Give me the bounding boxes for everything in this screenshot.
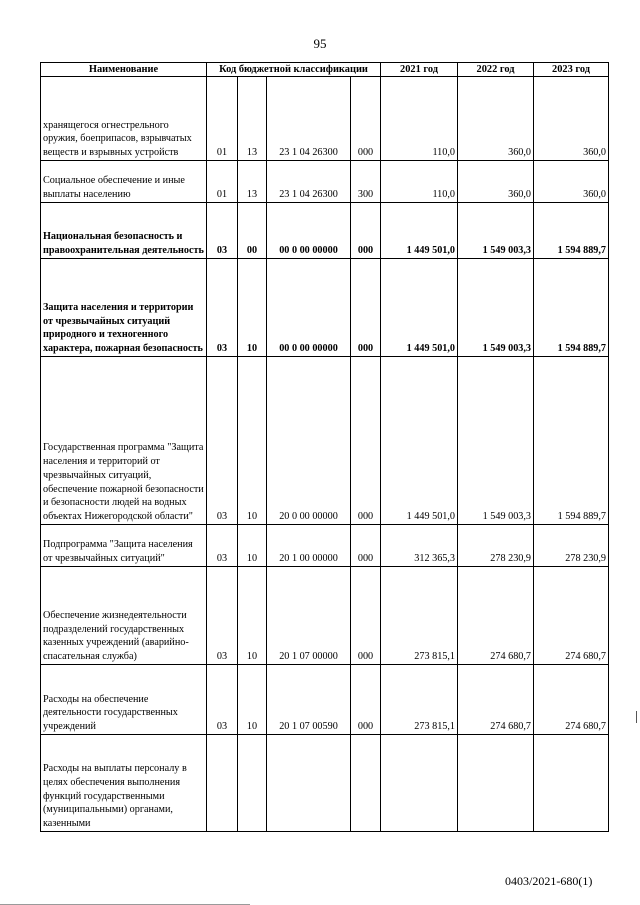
code-subsection: [238, 735, 267, 832]
value-2021: 273 815,1: [381, 665, 458, 735]
page-number: 95: [313, 36, 327, 51]
code-section: [207, 735, 238, 832]
value-2023: 1 594 889,7: [534, 357, 609, 525]
table-header-row: [41, 63, 609, 77]
header-code: Код бюджетной классификации: [207, 63, 381, 77]
code-section: 03: [207, 525, 238, 567]
document-number: 0403/2021-680(1): [505, 874, 593, 888]
code-target: [267, 735, 351, 832]
row-name: хранящегося огнестрельного оружия, боеприпасов, взрывчатых веществ и взрывных устройств: [41, 77, 207, 161]
row-name: Подпрограмма "Защита населения от чрезвычайных ситуаций": [41, 525, 207, 567]
value-2021: 110,0: [381, 161, 458, 203]
code-section: 01: [207, 161, 238, 203]
value-2022: 274 680,7: [458, 567, 534, 665]
value-2022: 1 549 003,3: [458, 357, 534, 525]
code-subsection: 10: [238, 567, 267, 665]
code-subsection: 10: [238, 525, 267, 567]
code-subsection: 13: [238, 77, 267, 161]
table-row: [41, 735, 609, 832]
code-target: 20 1 07 00000: [267, 567, 351, 665]
table-body: [41, 77, 609, 832]
value-2021: 110,0: [381, 77, 458, 161]
value-2021: [381, 735, 458, 832]
code-expense-type: 300: [351, 161, 381, 203]
table-row: [41, 77, 609, 161]
value-2021: 1 449 501,0: [381, 357, 458, 525]
value-2021: 273 815,1: [381, 567, 458, 665]
row-name: Государственная программа "Защита населения и территорий от чрезвычайных ситуаций, обеспечение пожарной безопасности и безопасности людей на водных объектах Нижегородской области": [41, 357, 207, 525]
code-target: 20 0 00 00000: [267, 357, 351, 525]
value-2022: 360,0: [458, 161, 534, 203]
value-2023: 274 680,7: [534, 665, 609, 735]
row-name: Обеспечение жизнедеятельности подразделений государственных казенных учреждений (аварийно-спасательная служба): [41, 567, 207, 665]
code-expense-type: 000: [351, 567, 381, 665]
value-2021: 312 365,3: [381, 525, 458, 567]
value-2023: 360,0: [534, 77, 609, 161]
code-section: 03: [207, 357, 238, 525]
table-row: [41, 259, 609, 357]
header-2021: 2021 год: [381, 63, 458, 77]
value-2022: [458, 735, 534, 832]
code-subsection: 13: [238, 161, 267, 203]
code-expense-type: 000: [351, 525, 381, 567]
code-expense-type: 000: [351, 77, 381, 161]
code-target: 23 1 04 26300: [267, 77, 351, 161]
row-name: Расходы на выплаты персоналу в целях обеспечения выполнения функций государственными (муниципальными) органами, казенными: [41, 735, 207, 832]
row-name: Защита населения и территории от чрезвычайных ситуаций природного и техногенного характера, пожарная безопасность: [41, 259, 207, 357]
header-2023: 2023 год: [534, 63, 609, 77]
code-target: 20 1 00 00000: [267, 525, 351, 567]
value-2023: 278 230,9: [534, 525, 609, 567]
code-target: 23 1 04 26300: [267, 161, 351, 203]
code-target: 00 0 00 00000: [267, 259, 351, 357]
code-expense-type: 000: [351, 203, 381, 259]
table-row: [41, 357, 609, 525]
value-2023: 1 594 889,7: [534, 203, 609, 259]
code-section: 03: [207, 665, 238, 735]
code-section: 01: [207, 77, 238, 161]
row-name: Национальная безопасность и правоохранительная деятельность: [41, 203, 207, 259]
budget-table: [40, 62, 609, 832]
code-subsection: 10: [238, 665, 267, 735]
value-2022: 1 549 003,3: [458, 203, 534, 259]
table-row: [41, 525, 609, 567]
code-target: 20 1 07 00590: [267, 665, 351, 735]
value-2023: 1 594 889,7: [534, 259, 609, 357]
code-target: 00 0 00 00000: [267, 203, 351, 259]
value-2021: 1 449 501,0: [381, 259, 458, 357]
header-name: Наименование: [41, 63, 207, 77]
table-row: [41, 161, 609, 203]
code-subsection: 10: [238, 259, 267, 357]
row-name: Расходы на обеспечение деятельности государственных учреждений: [41, 665, 207, 735]
value-2022: 274 680,7: [458, 665, 534, 735]
code-expense-type: 000: [351, 357, 381, 525]
code-expense-type: 000: [351, 259, 381, 357]
code-expense-type: 000: [351, 665, 381, 735]
code-subsection: 10: [238, 357, 267, 525]
value-2023: 274 680,7: [534, 567, 609, 665]
code-expense-type: [351, 735, 381, 832]
value-2022: 278 230,9: [458, 525, 534, 567]
value-2023: 360,0: [534, 161, 609, 203]
table-row: [41, 567, 609, 665]
value-2023: [534, 735, 609, 832]
code-section: 03: [207, 567, 238, 665]
code-section: 03: [207, 203, 238, 259]
table-row: [41, 203, 609, 259]
value-2022: 360,0: [458, 77, 534, 161]
code-subsection: 00: [238, 203, 267, 259]
value-2022: 1 549 003,3: [458, 259, 534, 357]
value-2021: 1 449 501,0: [381, 203, 458, 259]
row-name: Социальное обеспечение и иные выплаты населению: [41, 161, 207, 203]
code-section: 03: [207, 259, 238, 357]
header-2022: 2022 год: [458, 63, 534, 77]
scan-edge-mark: [636, 711, 637, 723]
table-row: [41, 665, 609, 735]
